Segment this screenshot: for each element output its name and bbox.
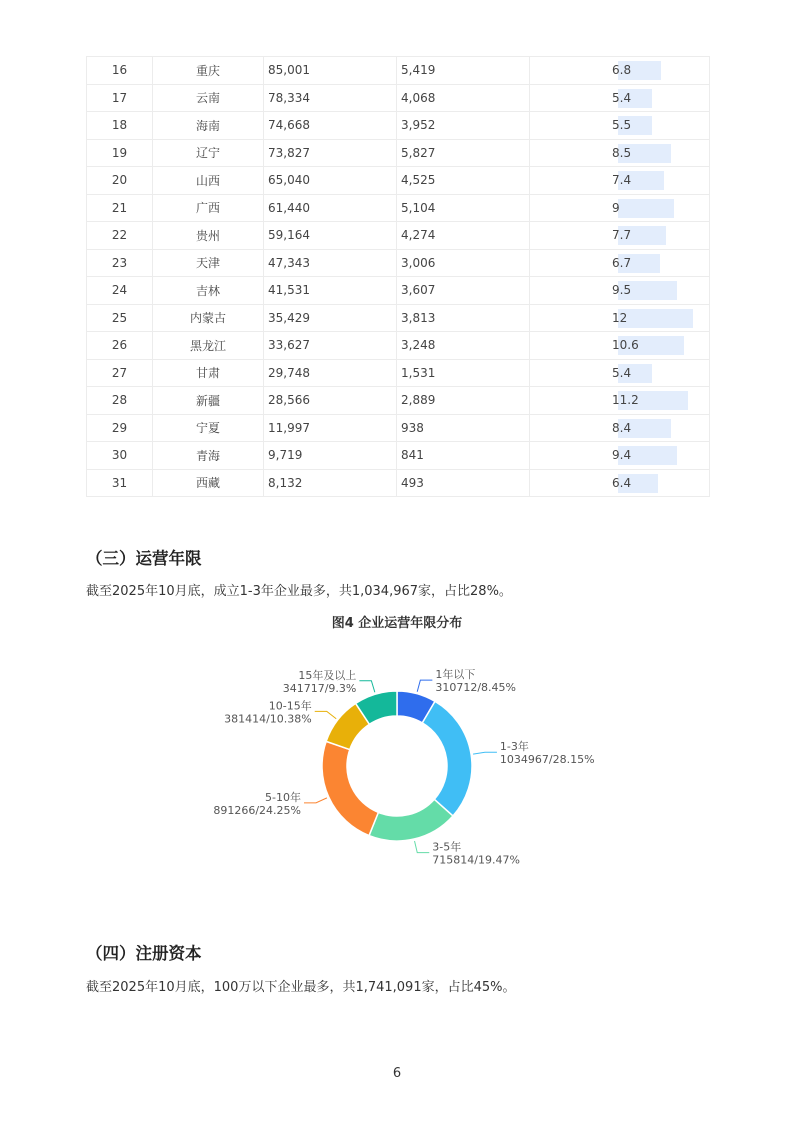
slice-name-label: 5-10年: [265, 790, 301, 804]
table-row: [87, 469, 710, 497]
province-cell: 云南: [153, 84, 264, 112]
ratio-label: 6.8: [612, 63, 632, 77]
pie-slice: [322, 741, 378, 835]
province-cell: 黑龙江: [153, 332, 264, 360]
rank-cell: 17: [87, 84, 153, 112]
rank-cell: 24: [87, 277, 153, 305]
ratio-cell: [530, 469, 710, 497]
ratio-label: 5.5: [612, 118, 632, 132]
label-leader-line: [304, 798, 327, 803]
slice-name-label: 15年及以上: [298, 668, 357, 682]
ratio-label: 9.4: [612, 448, 632, 462]
rank-cell: 21: [87, 194, 153, 222]
slice-name-label: 10-15年: [268, 699, 312, 713]
new-count-cell: 3,248: [397, 332, 530, 360]
ratio-cell: [530, 167, 710, 195]
table-row: [87, 222, 710, 250]
province-cell: 青海: [153, 442, 264, 470]
label-leader-line: [417, 680, 432, 692]
label-leader-line: [315, 711, 336, 718]
ratio-cell: [530, 222, 710, 250]
ratio-cell: [530, 57, 710, 85]
label-leader-line: [415, 841, 430, 853]
new-count-cell: 493: [397, 469, 530, 497]
enterprise-count-cell: 9,719: [264, 442, 397, 470]
ratio-bar: [618, 309, 693, 328]
ratio-label: 12: [612, 310, 628, 325]
table-row: [87, 249, 710, 277]
section3-heading: （三）运营年限: [86, 549, 202, 568]
ratio-cell: [530, 442, 710, 470]
rank-cell: 28: [87, 387, 153, 415]
table-row: [87, 84, 710, 112]
province-table: [86, 56, 710, 497]
pie-slice: [369, 799, 453, 841]
slice-value-label: 891266/24.25%: [213, 803, 301, 817]
province-cell: 宁夏: [153, 414, 264, 442]
table-row: [87, 277, 710, 305]
rank-cell: 26: [87, 332, 153, 360]
ratio-cell: [530, 387, 710, 415]
province-cell: 贵州: [153, 222, 264, 250]
province-cell: 重庆: [153, 57, 264, 85]
table-row: [87, 332, 710, 360]
ratio-label: 7.7: [612, 228, 632, 242]
rank-cell: 27: [87, 359, 153, 387]
ratio-label: 5.4: [612, 90, 632, 105]
label-leader-line: [359, 681, 374, 692]
table-row: [87, 112, 710, 140]
section4-paragraph: 截至2025年10月底，100万以下企业最多，共1,741,091家，占比45%。: [86, 980, 516, 995]
ratio-cell: [530, 112, 710, 140]
ratio-label: 6.7: [612, 255, 632, 270]
enterprise-count-cell: 65,040: [264, 167, 397, 195]
ratio-cell: [530, 194, 710, 222]
new-count-cell: 3,607: [397, 277, 530, 305]
enterprise-count-cell: 11,997: [264, 414, 397, 442]
slice-value-label: 310712/8.45%: [435, 681, 517, 695]
ratio-label: 9.5: [612, 283, 632, 297]
enterprise-count-cell: 35,429: [264, 304, 397, 332]
slice-value-label: 341717/9.3%: [282, 681, 357, 695]
ratio-cell: [530, 249, 710, 277]
new-count-cell: 3,952: [397, 112, 530, 140]
table-row: [87, 167, 710, 195]
new-count-cell: 938: [397, 414, 530, 442]
ratio-label: 7.4: [612, 173, 632, 187]
province-cell: 广西: [153, 194, 264, 222]
enterprise-count-cell: 73,827: [264, 139, 397, 167]
section4-heading: （四）注册资本: [86, 944, 202, 963]
slice-name-label: 3-5年: [432, 840, 462, 854]
enterprise-count-cell: 61,440: [264, 194, 397, 222]
label-leader-line: [473, 752, 497, 754]
ratio-cell: [530, 359, 710, 387]
ratio-label: 11.2: [612, 393, 639, 407]
slice-value-label: 1034967/28.15%: [499, 753, 595, 767]
ratio-cell: [530, 277, 710, 305]
chart-title: 图4 企业运营年限分布: [331, 616, 463, 631]
new-count-cell: 4,525: [397, 167, 530, 195]
province-cell: 天津: [153, 249, 264, 277]
operating-years-donut-chart: [180, 640, 620, 880]
ratio-cell: [530, 414, 710, 442]
province-cell: 甘肃: [153, 359, 264, 387]
table-row: [87, 139, 710, 167]
enterprise-count-cell: 33,627: [264, 332, 397, 360]
slice-name-label: 1-3年: [499, 740, 529, 754]
ratio-cell: [530, 304, 710, 332]
new-count-cell: 5,419: [397, 57, 530, 85]
table-row: [87, 304, 710, 332]
slice-value-label: 715814/19.47%: [432, 853, 520, 867]
rank-cell: 25: [87, 304, 153, 332]
enterprise-count-cell: 8,132: [264, 469, 397, 497]
province-cell: 辽宁: [153, 139, 264, 167]
rank-cell: 29: [87, 414, 153, 442]
ratio-label: 5.4: [612, 365, 632, 380]
pie-slice: [422, 701, 472, 816]
enterprise-count-cell: 85,001: [264, 57, 397, 85]
table-row: [87, 442, 710, 470]
province-cell: 山西: [153, 167, 264, 195]
new-count-cell: 3,006: [397, 249, 530, 277]
ratio-cell: [530, 84, 710, 112]
new-count-cell: 841: [397, 442, 530, 470]
new-count-cell: 5,827: [397, 139, 530, 167]
section3-paragraph: 截至2025年10月底，成立1-3年企业最多，共1,034,967家，占比28%。: [86, 584, 512, 599]
new-count-cell: 3,813: [397, 304, 530, 332]
enterprise-count-cell: 74,668: [264, 112, 397, 140]
enterprise-count-cell: 41,531: [264, 277, 397, 305]
enterprise-count-cell: 47,343: [264, 249, 397, 277]
new-count-cell: 4,068: [397, 84, 530, 112]
ratio-cell: [530, 332, 710, 360]
table-row: [87, 359, 710, 387]
rank-cell: 20: [87, 167, 153, 195]
rank-cell: 19: [87, 139, 153, 167]
page-number: 6: [392, 1066, 402, 1081]
ratio-label: 8.5: [612, 145, 632, 160]
enterprise-count-cell: 28,566: [264, 387, 397, 415]
ratio-label: 9: [612, 200, 620, 215]
new-count-cell: 1,531: [397, 359, 530, 387]
slice-name-label: 1年以下: [435, 668, 476, 682]
province-cell: 吉林: [153, 277, 264, 305]
province-cell: 新疆: [153, 387, 264, 415]
new-count-cell: 5,104: [397, 194, 530, 222]
ratio-label: 6.4: [612, 475, 632, 490]
table-row: [87, 387, 710, 415]
rank-cell: 22: [87, 222, 153, 250]
rank-cell: 30: [87, 442, 153, 470]
rank-cell: 18: [87, 112, 153, 140]
rank-cell: 16: [87, 57, 153, 85]
province-cell: 西藏: [153, 469, 264, 497]
table-row: [87, 57, 710, 85]
slice-value-label: 381414/10.38%: [224, 712, 312, 726]
enterprise-count-cell: 29,748: [264, 359, 397, 387]
ratio-cell: [530, 139, 710, 167]
province-cell: 海南: [153, 112, 264, 140]
table-row: [87, 194, 710, 222]
province-cell: 内蒙古: [153, 304, 264, 332]
enterprise-count-cell: 78,334: [264, 84, 397, 112]
table-row: [87, 414, 710, 442]
rank-cell: 31: [87, 469, 153, 497]
new-count-cell: 2,889: [397, 387, 530, 415]
ratio-label: 8.4: [612, 420, 632, 435]
ratio-bar: [618, 199, 674, 218]
ratio-label: 10.6: [612, 338, 639, 352]
new-count-cell: 4,274: [397, 222, 530, 250]
enterprise-count-cell: 59,164: [264, 222, 397, 250]
rank-cell: 23: [87, 249, 153, 277]
